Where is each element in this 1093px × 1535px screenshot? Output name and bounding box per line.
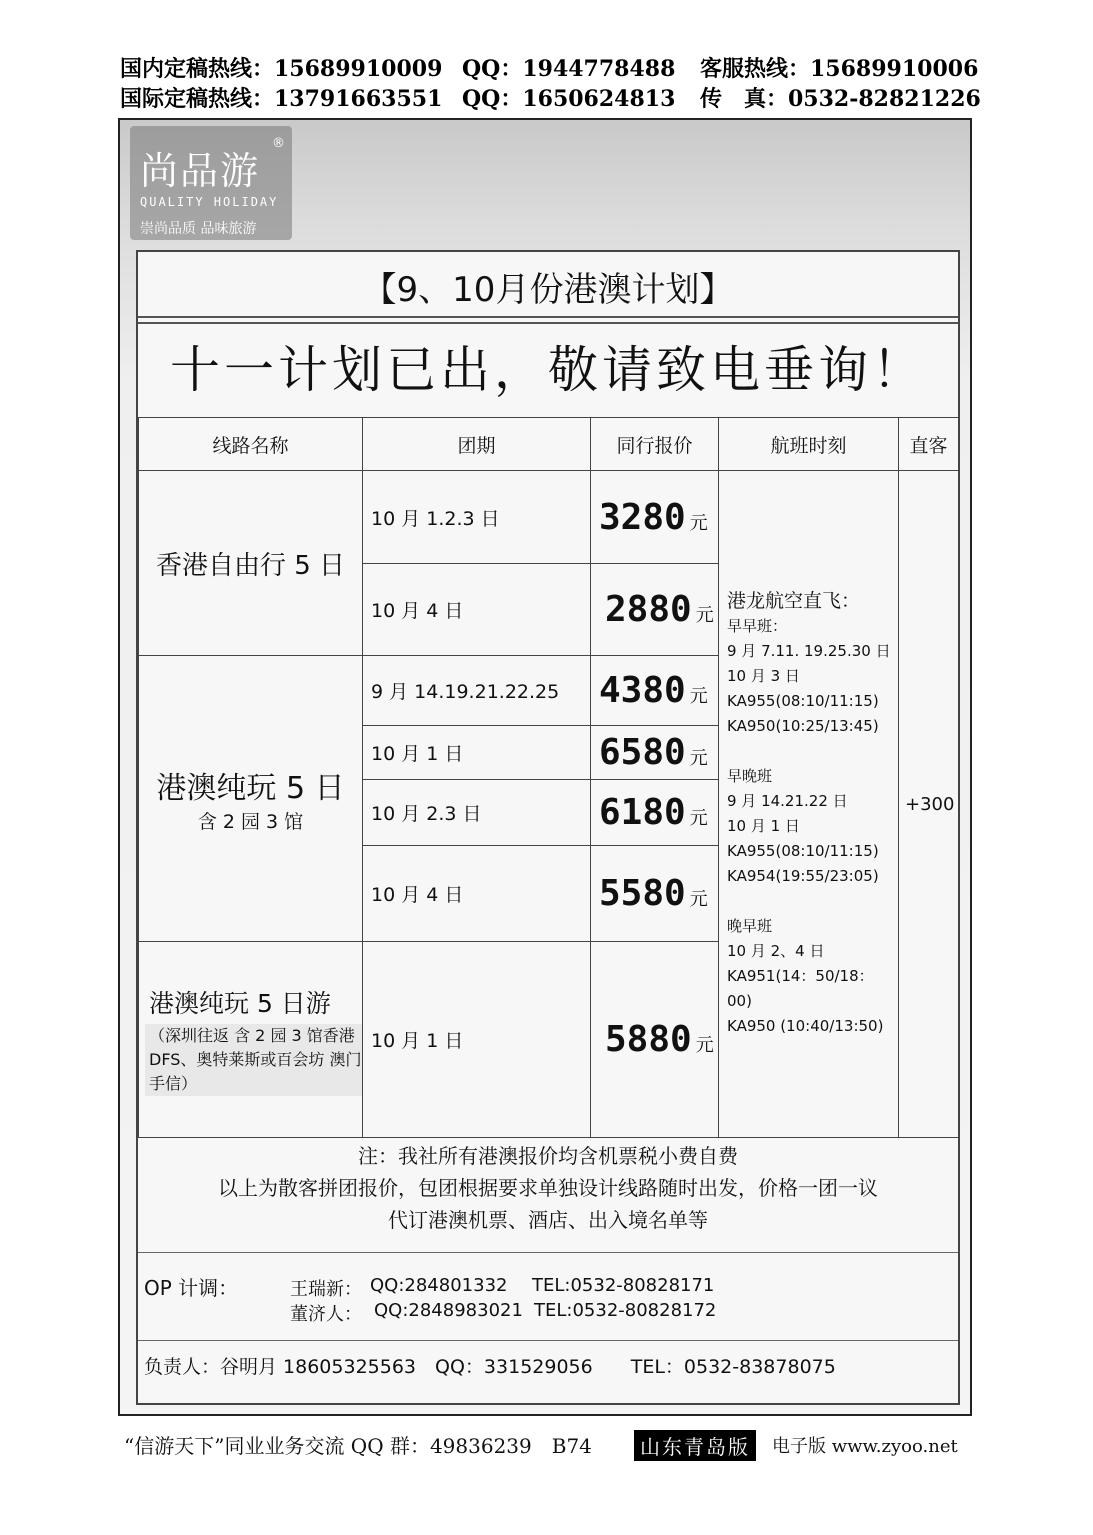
price-cell (591, 656, 719, 726)
op-contact-qq: QQ:284801332 (370, 1275, 508, 1296)
op-divider (138, 1340, 958, 1341)
flight-airline: 港龙航空直飞： (727, 590, 861, 612)
currency-unit: 元 (689, 748, 708, 769)
tour-date: 10 月 2.3 日 (363, 780, 591, 846)
flight-line: 10 月 1 日 (727, 817, 800, 835)
price-value: 2880 (605, 589, 692, 630)
headline: 十一计划已出，敬请致电垂询！ (170, 341, 926, 399)
price-cell (591, 780, 719, 846)
price-cell (591, 471, 719, 564)
route-name: 港澳纯玩 5 日 (156, 771, 345, 806)
op-contact-name: 董济人： (290, 1304, 362, 1325)
table-row (139, 471, 959, 564)
flight-line: 晚早班 (727, 917, 773, 935)
tour-date: 10 月 4 日 (363, 846, 591, 942)
domestic-qq: QQ：1944778488 (462, 56, 676, 82)
title-divider-2 (138, 322, 958, 324)
footer-website: 电子版 www.zyoo.net (772, 1436, 958, 1457)
route-sub: 含 2 园 3 馆 (197, 811, 304, 833)
flight-line: 10 月 2、4 日 (727, 942, 825, 960)
logo: 尚品游 (140, 149, 261, 193)
flight-line: 9 月 7.11. 19.25.30 日 (727, 642, 891, 660)
note-line: 注：我社所有港澳报价均含机票税小费自费 (358, 1144, 738, 1168)
op-contact-tel: TEL:0532-80828172 (534, 1300, 717, 1321)
price-value: 4380 (599, 670, 686, 711)
note-line: 代订港澳机票、酒店、出入境名单等 (388, 1208, 708, 1232)
notes-divider (138, 1252, 958, 1253)
header-price: 同行报价 (591, 418, 719, 471)
price-cell (591, 846, 719, 942)
price-value: 5880 (605, 1019, 692, 1060)
tour-date: 10 月 1.2.3 日 (363, 471, 591, 564)
op-contact-name: 王瑞新： (290, 1279, 362, 1300)
header-direct: 直客 (899, 418, 959, 471)
logo-english: QUALITY HOLIDAY (140, 195, 279, 209)
route-name: 港澳纯玩 5 日游 (149, 988, 331, 1018)
header-date: 团期 (363, 418, 591, 471)
direct-surcharge: +300 (899, 471, 959, 1138)
intl-qq: QQ：1650624813 (462, 86, 676, 112)
flight-line: 10 月 3 日 (727, 667, 800, 685)
op-contact-tel: TEL:0532-80828171 (532, 1275, 715, 1296)
price-cell (591, 942, 719, 1138)
price-table (138, 417, 959, 1138)
currency-unit: 元 (689, 889, 708, 910)
route-sub: （深圳往返 含 2 园 3 馆香港DFS、奥特莱斯或百会坊 澳门手信） (145, 1024, 362, 1096)
route-hk-macau-shenzhen (139, 942, 363, 1138)
price-cell (591, 726, 719, 780)
service-hotline: 客服热线：15689910006 (700, 56, 979, 82)
route-hk-macau (139, 656, 363, 942)
flight-line: KA955(08:10/11:15) (727, 692, 879, 710)
route-hk-free (139, 471, 363, 656)
intl-hotline: 国际定稿热线：13791663551 (120, 86, 443, 112)
header-flights: 航班时刻 (719, 418, 899, 471)
op-label: OP 计调： (144, 1276, 239, 1300)
currency-unit: 元 (689, 808, 708, 829)
title-divider (138, 316, 958, 318)
flight-spacer (727, 739, 898, 764)
flight-line: KA950 (10:40/13:50) (727, 1017, 884, 1035)
responsible-person: 负责人：谷明月 18605325563 QQ：331529056 TEL：0532-83878075 (144, 1356, 836, 1378)
domestic-hotline: 国内定稿热线：15689910009 (120, 56, 443, 82)
tour-date: 9 月 14.19.21.22.25 (363, 656, 591, 726)
flight-line: 早晚班 (727, 767, 773, 785)
fax-line: 传 真：0532-82821226 (700, 86, 981, 112)
registered-mark: ® (272, 136, 285, 151)
flight-line: KA950(10:25/13:45) (727, 717, 879, 735)
tour-date: 10 月 1 日 (363, 942, 591, 1138)
price-value: 5580 (599, 873, 686, 914)
tour-date: 10 月 1 日 (363, 726, 591, 780)
price-value: 3280 (599, 496, 686, 538)
note-line: 以上为散客拼团报价，包团根据要求单独设计线路随时出发，价格一团一议 (218, 1176, 878, 1200)
logo-slogan: 崇尚品质 品味旅游 (140, 221, 257, 237)
table-header-row (139, 418, 959, 471)
flight-line: KA951(14：50/18：00) (727, 967, 874, 1010)
currency-unit: 元 (695, 1035, 714, 1056)
currency-unit: 元 (689, 686, 708, 707)
price-cell (591, 564, 719, 656)
route-name: 香港自由行 5 日 (155, 550, 346, 581)
flight-line: 早早班： (727, 617, 788, 635)
edition-badge: 山东青岛版 (634, 1430, 756, 1461)
flight-line: KA954(19:55/23:05) (727, 867, 879, 885)
tour-date: 10 月 4 日 (363, 564, 591, 656)
op-contact-qq: QQ:2848983021 (374, 1300, 523, 1321)
price-value: 6180 (599, 792, 686, 833)
flight-schedule (719, 471, 899, 1138)
plan-title: 【9、10月份港澳计划】 (362, 270, 734, 310)
header-route: 线路名称 (139, 418, 363, 471)
price-value: 6580 (599, 732, 686, 773)
footer-qq-group: “信游天下”同业业务交流 QQ 群：49836239 B74 (124, 1434, 592, 1458)
flight-spacer (727, 889, 898, 914)
notes-block (138, 1140, 958, 1236)
flight-line: 9 月 14.21.22 日 (727, 792, 848, 810)
flight-line: KA955(08:10/11:15) (727, 842, 879, 860)
currency-unit: 元 (689, 512, 708, 534)
currency-unit: 元 (695, 605, 714, 626)
